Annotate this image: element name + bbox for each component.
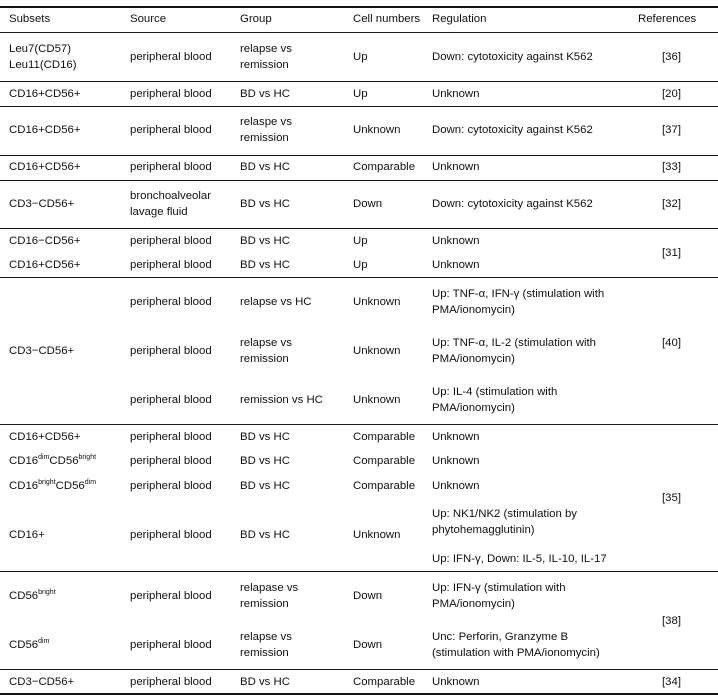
group-cell: BD vs HC bbox=[240, 88, 290, 100]
subset-marker: CD56 bbox=[55, 480, 85, 492]
group-cell: remission bbox=[240, 647, 289, 659]
regulation-cell: Unknown bbox=[432, 455, 480, 467]
regulation-cell: Unknown bbox=[432, 235, 480, 247]
regulation-cell: Unknown bbox=[432, 480, 480, 492]
subset-superscript: bright bbox=[38, 479, 56, 486]
row-rule bbox=[0, 669, 718, 670]
cell-numbers-cell: Down bbox=[353, 198, 383, 210]
cell-numbers-cell: Down bbox=[353, 639, 383, 651]
regulation-cell: phytohemagglutinin) bbox=[432, 524, 535, 536]
regulation-cell: Up: IFN-γ, Down: IL-5, IL-10, IL-17 bbox=[432, 553, 607, 565]
source-cell: peripheral blood bbox=[130, 259, 212, 271]
regulation-cell: Unknown bbox=[432, 431, 480, 443]
reference-cell: [38] bbox=[662, 615, 681, 627]
header-source: Source bbox=[130, 13, 167, 25]
cell-numbers-cell: Unknown bbox=[353, 529, 401, 541]
reference-cell: [32] bbox=[662, 198, 681, 210]
group-cell: relaspe vs bbox=[240, 116, 292, 128]
subset-marker: CD56 bbox=[9, 639, 39, 651]
group-cell: relapse vs bbox=[240, 337, 292, 349]
source-cell: peripheral blood bbox=[130, 161, 212, 173]
subset-superscript: dim bbox=[38, 454, 50, 461]
subset-cell: Leu7(CD57) bbox=[9, 43, 72, 55]
reference-cell: [37] bbox=[662, 124, 681, 136]
cell-numbers-cell: Down bbox=[353, 590, 383, 602]
group-cell: relapse vs bbox=[240, 631, 292, 643]
subset-cell: CD16−CD56+ bbox=[9, 235, 81, 247]
regulation-cell: Unc: Perforin, Granzyme B bbox=[432, 631, 569, 643]
regulation-cell: Unknown bbox=[432, 161, 480, 173]
group-cell: BD vs HC bbox=[240, 235, 290, 247]
cell-numbers-cell: Unknown bbox=[353, 124, 401, 136]
regulation-cell: PMA/ionomycin) bbox=[432, 598, 515, 610]
group-cell: remission bbox=[240, 59, 289, 71]
group-cell: BD vs HC bbox=[240, 431, 290, 443]
subset-cell bbox=[9, 637, 49, 653]
subset-superscript: bright bbox=[38, 589, 56, 596]
header-references: References bbox=[638, 13, 697, 25]
reference-cell: [31] bbox=[662, 247, 681, 259]
group-cell: BD vs HC bbox=[240, 259, 290, 271]
group-cell: relapase vs bbox=[240, 582, 299, 594]
subset-cell bbox=[9, 588, 56, 604]
source-cell: peripheral blood bbox=[130, 639, 212, 651]
subset-cell bbox=[9, 453, 96, 469]
cell-numbers-cell: Unknown bbox=[353, 345, 401, 357]
regulation-cell: Up: NK1/NK2 (stimulation by bbox=[432, 508, 577, 520]
row-rule bbox=[0, 180, 718, 181]
source-cell: peripheral blood bbox=[130, 296, 212, 308]
source-cell: peripheral blood bbox=[130, 51, 212, 63]
row-rule bbox=[0, 81, 718, 82]
regulation-cell: Unknown bbox=[432, 88, 480, 100]
cell-numbers-cell: Up bbox=[353, 235, 368, 247]
cell-numbers-cell: Comparable bbox=[353, 480, 416, 492]
subset-cell: Leu11(CD16) bbox=[9, 59, 77, 71]
source-cell: peripheral blood bbox=[130, 590, 212, 602]
cell-numbers-cell: Comparable bbox=[353, 676, 416, 688]
subset-cell: CD16+ bbox=[9, 529, 45, 541]
reference-cell: [35] bbox=[662, 492, 681, 504]
subset-marker: CD56 bbox=[9, 590, 39, 602]
subset-cell: CD3−CD56+ bbox=[9, 198, 75, 210]
source-cell: peripheral blood bbox=[130, 480, 212, 492]
table-bottom-rule bbox=[0, 693, 718, 695]
regulation-cell: Up: IL-4 (stimulation with bbox=[432, 386, 558, 398]
subset-superscript: dim bbox=[38, 638, 50, 645]
regulation-cell: Up: IFN-γ (stimulation with bbox=[432, 582, 566, 594]
subset-cell: CD16+CD56+ bbox=[9, 161, 81, 173]
source-cell: peripheral blood bbox=[130, 455, 212, 467]
subset-marker: CD16 bbox=[9, 480, 39, 492]
header-group: Group bbox=[240, 13, 272, 25]
subset-marker: CD16 bbox=[9, 455, 39, 467]
subset-superscript: dim bbox=[84, 479, 97, 486]
regulation-cell: Unknown bbox=[432, 259, 480, 271]
row-rule bbox=[0, 571, 718, 572]
group-cell: remission bbox=[240, 353, 289, 365]
source-cell: peripheral blood bbox=[130, 235, 212, 247]
row-rule bbox=[0, 424, 718, 425]
regulation-cell: (stimulation with PMA/ionomycin) bbox=[432, 647, 600, 659]
cell-numbers-cell: Comparable bbox=[353, 431, 416, 443]
source-cell: peripheral blood bbox=[130, 345, 212, 357]
reference-cell: [33] bbox=[662, 161, 681, 173]
source-cell: peripheral blood bbox=[130, 529, 212, 541]
group-cell: remission vs HC bbox=[240, 394, 323, 406]
regulation-cell: Up: TNF-α, IFN-γ (stimulation with bbox=[432, 288, 605, 300]
subset-cell: CD3−CD56+ bbox=[9, 676, 75, 688]
group-cell: relapse vs bbox=[240, 43, 292, 55]
subset-cell: CD16+CD56+ bbox=[9, 431, 81, 443]
source-cell: bronchoalveolar bbox=[130, 190, 212, 202]
regulation-cell: Down: cytotoxicity against K562 bbox=[432, 51, 593, 63]
subset-cell: CD16+CD56+ bbox=[9, 124, 81, 136]
cell-numbers-cell: Up bbox=[353, 259, 368, 271]
regulation-cell: Down: cytotoxicity against K562 bbox=[432, 124, 593, 136]
source-cell: peripheral blood bbox=[130, 88, 212, 100]
regulation-cell: PMA/ionomycin) bbox=[432, 402, 515, 414]
header-cell-numbers: Cell numbers bbox=[353, 13, 421, 25]
regulation-cell: Up: TNF-α, IL-2 (stimulation with bbox=[432, 337, 596, 349]
regulation-cell: Down: cytotoxicity against K562 bbox=[432, 198, 593, 210]
subset-superscript: bright bbox=[78, 454, 97, 461]
group-cell: remission bbox=[240, 132, 289, 144]
group-cell: remission bbox=[240, 598, 289, 610]
source-cell: peripheral blood bbox=[130, 394, 212, 406]
row-rule bbox=[0, 228, 718, 229]
reference-cell: [36] bbox=[662, 51, 681, 63]
source-cell: lavage fluid bbox=[130, 206, 188, 218]
header-rule bbox=[0, 32, 718, 33]
subset-cell: CD16+CD56+ bbox=[9, 88, 81, 100]
subset-cell: CD3−CD56+ bbox=[9, 345, 75, 357]
group-cell: BD vs HC bbox=[240, 455, 290, 467]
cell-numbers-cell: Unknown bbox=[353, 296, 401, 308]
row-rule bbox=[0, 277, 718, 278]
regulation-cell: PMA/ionomycin) bbox=[432, 353, 515, 365]
source-cell: peripheral blood bbox=[130, 676, 212, 688]
row-rule bbox=[0, 155, 718, 156]
subset-marker: CD56 bbox=[49, 455, 79, 467]
reference-cell: [20] bbox=[662, 88, 681, 100]
subset-cell bbox=[9, 478, 96, 494]
cell-numbers-cell: Up bbox=[353, 88, 368, 100]
reference-cell: [40] bbox=[662, 337, 681, 349]
regulation-cell: Unknown bbox=[432, 676, 480, 688]
cell-numbers-cell: Comparable bbox=[353, 455, 416, 467]
group-cell: BD vs HC bbox=[240, 480, 290, 492]
group-cell: relapse vs HC bbox=[240, 296, 312, 308]
header-regulation: Regulation bbox=[432, 13, 487, 25]
cell-numbers-cell: Comparable bbox=[353, 161, 416, 173]
group-cell: BD vs HC bbox=[240, 676, 290, 688]
group-cell: BD vs HC bbox=[240, 161, 290, 173]
group-cell: BD vs HC bbox=[240, 198, 290, 210]
source-cell: peripheral blood bbox=[130, 431, 212, 443]
header-subsets: Subsets bbox=[9, 13, 51, 25]
reference-cell: [34] bbox=[662, 676, 681, 688]
source-cell: peripheral blood bbox=[130, 124, 212, 136]
cell-numbers-cell: Up bbox=[353, 51, 368, 63]
group-cell: BD vs HC bbox=[240, 529, 290, 541]
table-top-rule bbox=[0, 6, 718, 8]
regulation-cell: PMA/ionomycin) bbox=[432, 304, 515, 316]
subset-cell: CD16+CD56+ bbox=[9, 259, 81, 271]
cell-numbers-cell: Unknown bbox=[353, 394, 401, 406]
row-rule bbox=[0, 106, 718, 107]
